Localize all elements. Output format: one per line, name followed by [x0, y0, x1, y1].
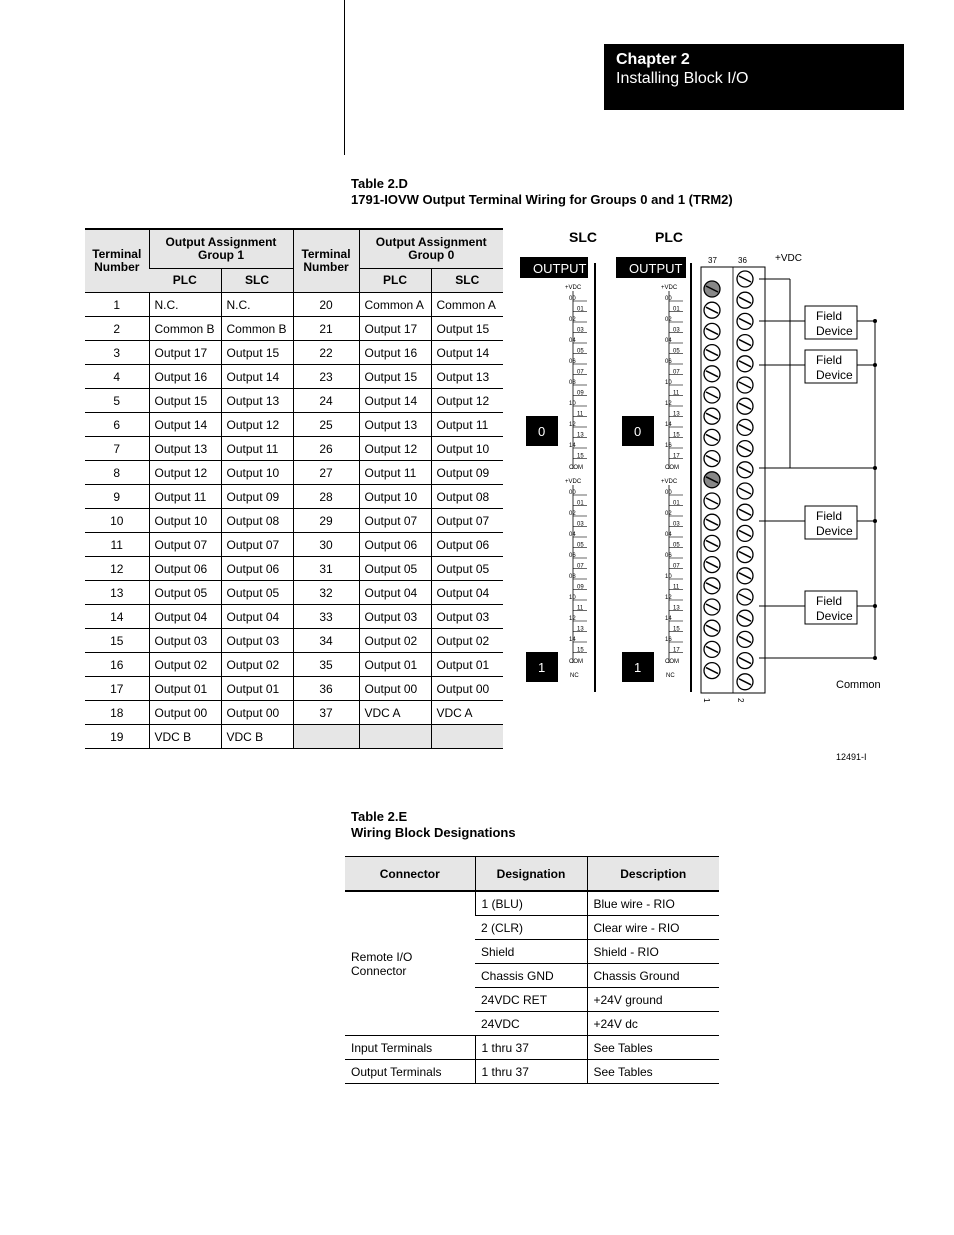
table-cell: 24VDC	[475, 1012, 587, 1036]
header-group0: Output Assignment Group 0	[359, 229, 503, 269]
table-row	[85, 533, 503, 557]
table-cell: Output 02	[149, 653, 221, 677]
table-cell: 37	[293, 701, 359, 725]
table-cell: Output 13	[221, 389, 293, 413]
plc0-channel-label: 01	[673, 306, 680, 313]
header-connector: Connector	[345, 857, 475, 892]
table-cell: Output 17	[149, 341, 221, 365]
table-row	[85, 413, 503, 437]
plc1-com: COM	[665, 659, 679, 665]
slc1-channel-label: 05	[577, 542, 584, 549]
table-cell: Output 04	[149, 605, 221, 629]
table-cell: Output 07	[221, 533, 293, 557]
plc1-channel-label: 12	[665, 595, 672, 601]
plc-label: PLC	[655, 229, 683, 245]
table-cell: 17	[85, 677, 149, 701]
field-device-label: Device	[816, 368, 853, 382]
table-d-number: Table 2.D	[351, 176, 408, 191]
group1-plc: 1	[634, 660, 642, 675]
header-slc-2: SLC	[431, 269, 503, 293]
plc0-channel-label: 07	[673, 369, 680, 376]
table-cell: Output 04	[431, 581, 503, 605]
plc1-channel-label: 05	[673, 542, 680, 549]
table-cell: Output 01	[359, 653, 431, 677]
junction	[873, 319, 877, 323]
plc0-channel-label: 06	[665, 359, 672, 365]
slc0-channel-label: 11	[577, 411, 584, 418]
table-cell: Shield	[475, 940, 587, 964]
table-cell: Output 09	[221, 485, 293, 509]
table-cell: Output 12	[359, 437, 431, 461]
table-cell: 35	[293, 653, 359, 677]
table-cell: Output 05	[359, 557, 431, 581]
plc1-channel-label: 00	[665, 490, 672, 496]
slc0-channel-label: 04	[569, 338, 576, 344]
table-cell: Output 06	[221, 557, 293, 581]
table-cell: Output 07	[359, 509, 431, 533]
table-cell: 22	[293, 341, 359, 365]
table-cell: 1	[85, 293, 149, 317]
table-cell: 32	[293, 581, 359, 605]
table-cell: 30	[293, 533, 359, 557]
plc1-channel-label: 13	[673, 605, 680, 612]
table-cell	[431, 725, 503, 749]
table-cell: 2 (CLR)	[475, 916, 587, 940]
plc0-channel-label: 10	[665, 380, 672, 386]
table-row	[85, 389, 503, 413]
table-cell: Output 15	[359, 365, 431, 389]
table-cell: VDC A	[431, 701, 503, 725]
plc1-channel-label: 15	[673, 626, 680, 633]
field-device-label: Device	[816, 524, 853, 538]
table-cell: Output 06	[431, 533, 503, 557]
slc0-channel-label: 06	[569, 359, 576, 365]
table-cell: Output 07	[149, 533, 221, 557]
table-cell: Output 12	[221, 413, 293, 437]
table-cell: 31	[293, 557, 359, 581]
table-cell: 36	[293, 677, 359, 701]
table-cell: 13	[85, 581, 149, 605]
group1-slc: 1	[538, 660, 546, 675]
table-row	[85, 509, 503, 533]
table-d-title: 1791-IOVW Output Terminal Wiring for Groups 0 and 1 (TRM2)	[351, 192, 733, 207]
table-cell: Output 12	[431, 389, 503, 413]
margin-rule	[344, 0, 345, 155]
slc1-channel-label: 08	[569, 574, 576, 580]
table-cell: 1 thru 37	[475, 1060, 587, 1084]
table-cell: Output 05	[431, 557, 503, 581]
table-cell: 2	[85, 317, 149, 341]
slc1-channel-label: 09	[577, 584, 584, 591]
table-row	[85, 725, 503, 749]
table-cell: 8	[85, 461, 149, 485]
plc0-channel-label: 14	[665, 422, 672, 428]
table-cell: Chassis GND	[475, 964, 587, 988]
table-cell: Common A	[359, 293, 431, 317]
table-cell: 19	[85, 725, 149, 749]
table-row	[85, 317, 503, 341]
slc1-channel-label: 11	[577, 605, 584, 612]
table-cell: 12	[85, 557, 149, 581]
header-terminal-number-2: Terminal Number	[293, 229, 359, 293]
table-cell: Output 03	[221, 629, 293, 653]
plc0-channel-label: 11	[673, 390, 680, 397]
slc0-channel-label: 09	[577, 390, 584, 397]
table-cell: VDC B	[221, 725, 293, 749]
table-cell: Output 04	[221, 605, 293, 629]
table-cell: Output 04	[359, 581, 431, 605]
table-cell: Output 11	[221, 437, 293, 461]
slc-nc: NC	[570, 673, 579, 679]
field-device-label: Field	[816, 594, 843, 608]
slc1-channel-label: 10	[569, 595, 576, 601]
slc1-channel-label: 14	[569, 637, 576, 643]
table-row	[85, 701, 503, 725]
slc0-channel-label: 05	[577, 348, 584, 355]
header-plc: PLC	[149, 269, 221, 293]
table-cell: Output 03	[359, 605, 431, 629]
table-cell: Output 01	[431, 653, 503, 677]
plc0-channel-label: 05	[673, 348, 680, 355]
table-cell: 23	[293, 365, 359, 389]
table-cell: Output 06	[149, 557, 221, 581]
plc0-channel-label: 16	[665, 443, 672, 449]
slc1-channel-label: 12	[569, 616, 576, 622]
table-cell: Output 00	[359, 677, 431, 701]
plc-nc: NC	[666, 673, 675, 679]
header-group1: Output Assignment Group 1	[149, 229, 293, 269]
junction	[873, 363, 877, 367]
table-cell: 1 (BLU)	[475, 891, 587, 916]
table-cell: Output 01	[221, 677, 293, 701]
slc1-com: COM	[569, 659, 583, 665]
table-cell: 24	[293, 389, 359, 413]
table-cell: 16	[85, 653, 149, 677]
table-row	[85, 677, 503, 701]
table-cell: 33	[293, 605, 359, 629]
table-cell: 20	[293, 293, 359, 317]
table-cell: Output 00	[431, 677, 503, 701]
header-plc-2: PLC	[359, 269, 431, 293]
plc0-channel-label: 13	[673, 411, 680, 418]
plc1-channel-label: 16	[665, 637, 672, 643]
chapter-header	[604, 44, 904, 110]
plc1-channel-label: 02	[665, 511, 672, 517]
table-cell: Output 05	[149, 581, 221, 605]
plc0-channel-label: 04	[665, 338, 672, 344]
table-row	[85, 341, 503, 365]
table-row	[85, 485, 503, 509]
junction	[873, 604, 877, 608]
table-cell: Output 15	[149, 389, 221, 413]
junction	[873, 519, 877, 523]
slc0-channel-label: 08	[569, 380, 576, 386]
table-cell: Output 14	[359, 389, 431, 413]
output-label-plc: OUTPUT	[629, 261, 683, 276]
table-cell: See Tables	[587, 1060, 719, 1084]
table-row	[85, 629, 503, 653]
plc0-channel-label: 02	[665, 317, 672, 323]
table-cell: +24V dc	[587, 1012, 719, 1036]
plc1-channel-label: 17	[673, 647, 680, 654]
table-cell: 7	[85, 437, 149, 461]
plc1-channel-label: 03	[673, 521, 680, 528]
table-cell: Output 10	[359, 485, 431, 509]
plc0-channel-label: 12	[665, 401, 672, 407]
slc0-channel-label: 03	[577, 327, 584, 334]
table-d-caption	[351, 176, 733, 208]
table-cell: Output 00	[221, 701, 293, 725]
field-device-label: Device	[816, 609, 853, 623]
table-row	[85, 365, 503, 389]
vdc-label: +VDC	[775, 253, 802, 264]
junction	[873, 656, 877, 660]
group0-plc: 0	[634, 424, 642, 439]
slc1-channel-label: 04	[569, 532, 576, 538]
table-cell: Common B	[221, 317, 293, 341]
figure-id: 12491-I	[836, 752, 867, 762]
table-cell: Output 15	[221, 341, 293, 365]
slc0-channel-label: 01	[577, 306, 584, 313]
table-cell: Input Terminals	[345, 1036, 475, 1060]
table-cell: Output 12	[149, 461, 221, 485]
slc0-channel-label: 14	[569, 443, 576, 449]
table-cell: Output 13	[431, 365, 503, 389]
table-row	[85, 437, 503, 461]
table-cell: 14	[85, 605, 149, 629]
slc0-channel-label: 12	[569, 422, 576, 428]
table-cell: 29	[293, 509, 359, 533]
table-cell: Output 15	[431, 317, 503, 341]
slc1-channel-label: 07	[577, 563, 584, 570]
table-cell: Output 07	[431, 509, 503, 533]
table-cell: Common B	[149, 317, 221, 341]
header-description: Description	[587, 857, 719, 892]
table-cell: 25	[293, 413, 359, 437]
plc0-channel-label: 03	[673, 327, 680, 334]
slc0-channel-label: 15	[577, 453, 584, 460]
header-terminal-number: Terminal Number	[85, 229, 149, 293]
table-cell: 5	[85, 389, 149, 413]
slc0-channel-label: 07	[577, 369, 584, 376]
slc1-vdc: +VDC	[565, 479, 582, 485]
term-2: 2	[736, 698, 745, 703]
table-cell: Output 02	[221, 653, 293, 677]
junction	[873, 466, 877, 470]
table-cell	[359, 725, 431, 749]
table-cell: Output 00	[149, 701, 221, 725]
field-device-label: Field	[816, 509, 843, 523]
table-cell: 15	[85, 629, 149, 653]
term-36: 36	[738, 256, 747, 265]
table-cell: 9	[85, 485, 149, 509]
table-cell: 6	[85, 413, 149, 437]
plc1-vdc: +VDC	[661, 479, 678, 485]
table-cell: 3	[85, 341, 149, 365]
table-cell: Output 13	[359, 413, 431, 437]
plc1-channel-label: 06	[665, 553, 672, 559]
table-cell: Output 01	[149, 677, 221, 701]
plc0-channel-label: 17	[673, 453, 680, 460]
slc1-channel-label: 03	[577, 521, 584, 528]
plc0-com: COM	[665, 465, 679, 471]
table-cell: See Tables	[587, 1036, 719, 1060]
table-cell: N.C.	[149, 293, 221, 317]
table-cell: 18	[85, 701, 149, 725]
plc0-channel-label: 15	[673, 432, 680, 439]
table-cell: Output 11	[359, 461, 431, 485]
table-cell: Output 14	[221, 365, 293, 389]
table-cell: Output 03	[431, 605, 503, 629]
table-cell: Output 10	[221, 461, 293, 485]
table-cell: 24VDC RET	[475, 988, 587, 1012]
slc0-vdc: +VDC	[565, 285, 582, 291]
field-device-label: Device	[816, 324, 853, 338]
table-cell: Output 11	[431, 413, 503, 437]
plc1-channel-label: 04	[665, 532, 672, 538]
table-cell: Output Terminals	[345, 1060, 475, 1084]
table-cell: Clear wire - RIO	[587, 916, 719, 940]
table-cell: +24V ground	[587, 988, 719, 1012]
table-cell: Output 08	[431, 485, 503, 509]
plc1-channel-label: 07	[673, 563, 680, 570]
table-cell: 10	[85, 509, 149, 533]
plc1-channel-label: 14	[665, 616, 672, 622]
table-row	[85, 557, 503, 581]
table-row	[85, 653, 503, 677]
plc0-channel-label: 00	[665, 296, 672, 302]
slc1-channel-label: 02	[569, 511, 576, 517]
table-cell: Output 09	[431, 461, 503, 485]
table-cell: Output 16	[359, 341, 431, 365]
table-e-number: Table 2.E	[351, 809, 408, 824]
slc0-channel-label: 00	[569, 296, 576, 302]
table-cell: Shield - RIO	[587, 940, 719, 964]
term-37: 37	[708, 256, 717, 265]
table-cell: 28	[293, 485, 359, 509]
table-cell: 21	[293, 317, 359, 341]
slc1-channel-label: 01	[577, 500, 584, 507]
table-cell: Chassis Ground	[587, 964, 719, 988]
table-cell: Output 13	[149, 437, 221, 461]
table-cell: Output 05	[221, 581, 293, 605]
table-row	[345, 1036, 719, 1060]
table-cell: Output 02	[431, 629, 503, 653]
table-cell: VDC A	[359, 701, 431, 725]
common-label: Common	[836, 679, 881, 691]
table-row	[85, 581, 503, 605]
slc0-channel-label: 13	[577, 432, 584, 439]
plc1-channel-label: 01	[673, 500, 680, 507]
table-row	[345, 891, 719, 916]
plc1-channel-label: 11	[673, 584, 680, 591]
table-cell: 26	[293, 437, 359, 461]
table-cell: Output 02	[359, 629, 431, 653]
output-label-slc: OUTPUT	[533, 261, 587, 276]
table-cell: N.C.	[221, 293, 293, 317]
table-cell: Output 14	[149, 413, 221, 437]
wiring-block-table	[345, 856, 719, 1084]
table-row	[85, 461, 503, 485]
plc1-channel-label: 10	[665, 574, 672, 580]
table-cell: Common A	[431, 293, 503, 317]
slc1-channel-label: 13	[577, 626, 584, 633]
slc1-channel-label: 15	[577, 647, 584, 654]
table-e-caption	[351, 809, 516, 841]
group0-slc: 0	[538, 424, 546, 439]
table-cell	[293, 725, 359, 749]
table-cell: Output 10	[431, 437, 503, 461]
table-row	[85, 605, 503, 629]
table-cell: Output 10	[149, 509, 221, 533]
terminal-wiring-table	[85, 228, 503, 749]
chapter-number: Chapter 2	[616, 51, 690, 68]
header-slc: SLC	[221, 269, 293, 293]
table-row	[85, 293, 503, 317]
table-cell: Blue wire - RIO	[587, 891, 719, 916]
field-device-label: Field	[816, 309, 843, 323]
table-cell: 34	[293, 629, 359, 653]
table-e-title: Wiring Block Designations	[351, 825, 516, 840]
chapter-title: Installing Block I/O	[616, 70, 749, 87]
plc0-vdc: +VDC	[661, 285, 678, 291]
header-designation: Designation	[475, 857, 587, 892]
table-cell: 1 thru 37	[475, 1036, 587, 1060]
table-cell: Output 08	[221, 509, 293, 533]
table-cell: Output 06	[359, 533, 431, 557]
slc0-channel-label: 10	[569, 401, 576, 407]
slc-label: SLC	[569, 229, 597, 245]
slc1-channel-label: 00	[569, 490, 576, 496]
table-cell: VDC B	[149, 725, 221, 749]
table-cell: 4	[85, 365, 149, 389]
table-cell: 27	[293, 461, 359, 485]
table-cell: Output 16	[149, 365, 221, 389]
slc0-com: COM	[569, 465, 583, 471]
table-cell: Output 03	[149, 629, 221, 653]
remote-connector-cell: Remote I/O Connector	[345, 891, 475, 1036]
table-cell: Output 11	[149, 485, 221, 509]
table-row	[345, 1060, 719, 1084]
slc1-channel-label: 06	[569, 553, 576, 559]
field-device-label: Field	[816, 353, 843, 367]
term-1: 1	[702, 698, 711, 703]
slc0-channel-label: 02	[569, 317, 576, 323]
table-cell: Output 17	[359, 317, 431, 341]
table-cell: 11	[85, 533, 149, 557]
table-cell: Output 14	[431, 341, 503, 365]
wiring-diagram	[505, 225, 885, 745]
